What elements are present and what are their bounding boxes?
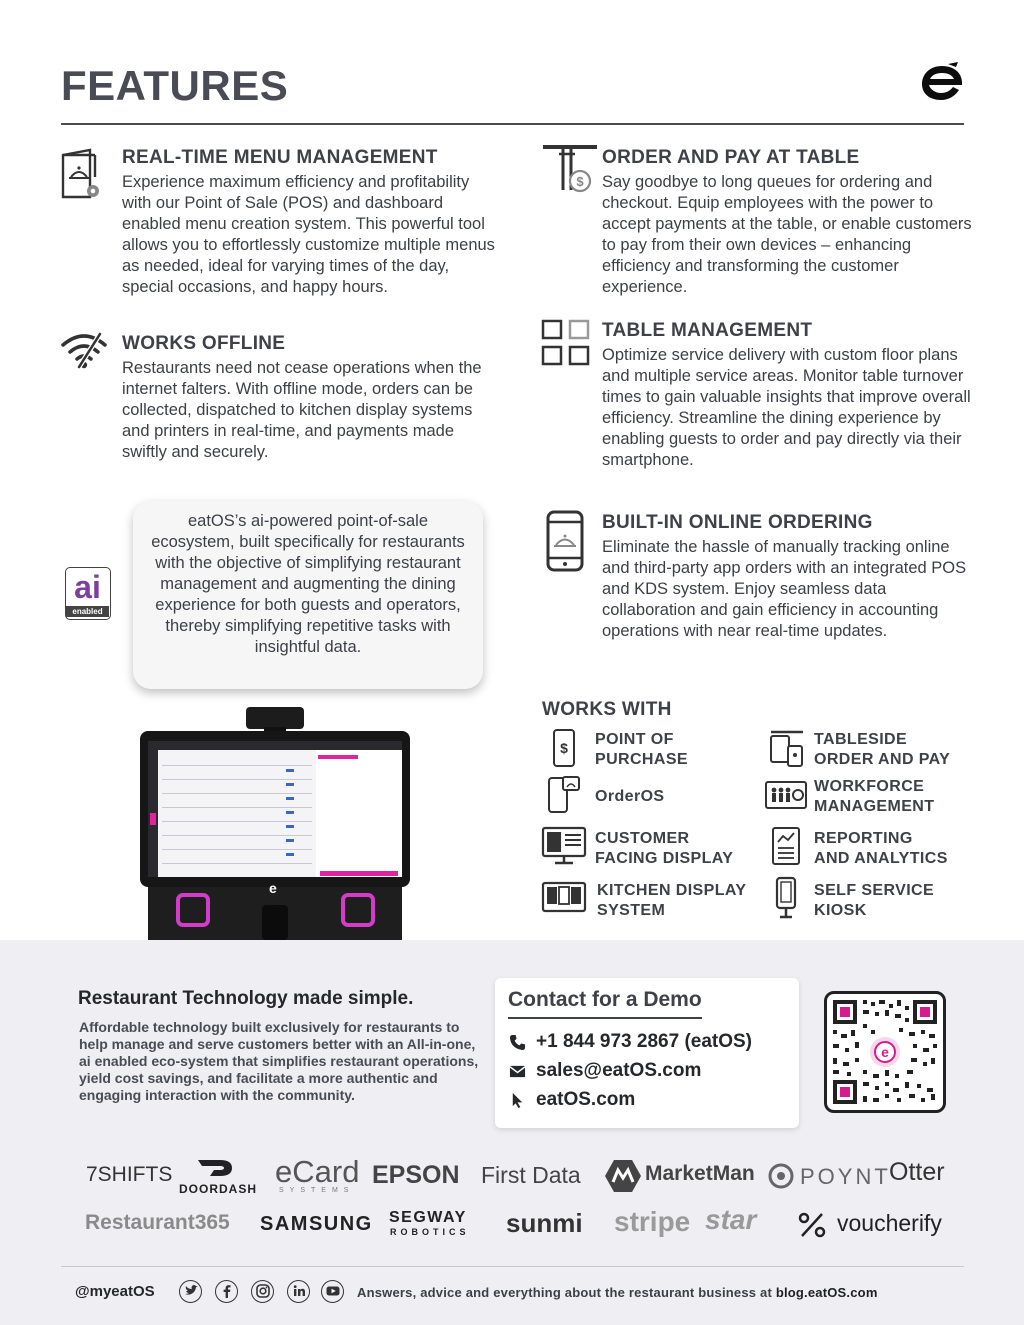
partner-voucherify-logo: voucherify [837, 1210, 942, 1236]
feature-title: BUILT-IN ONLINE ORDERING [602, 512, 873, 533]
feature-online-ordering [602, 512, 972, 642]
kitchen-display-icon [541, 881, 587, 913]
youtube-icon[interactable] [321, 1280, 344, 1303]
qr-center-logo: e [881, 1044, 889, 1060]
kiosk-icon [775, 876, 797, 920]
partner-segway-sublabel: ROBOTICS [390, 1227, 470, 1237]
email-address[interactable]: sales@eatOS.com [536, 1060, 702, 1081]
contact-card [495, 978, 799, 1128]
reporting-icon [771, 826, 801, 866]
feature-body: Restaurants need not cease operations when the internet falters. With offline mode, orders can be collected, dispatched to kitchen display systems and printers in real-time, and payments made swiftly and securely. [122, 359, 482, 461]
partner-marketman-logo: MarketMan [645, 1162, 755, 1185]
device-screen-logo: e [269, 880, 277, 896]
cursor-icon [509, 1092, 526, 1109]
orderos-icon [546, 774, 582, 816]
partner-firstdata-logo: First Data [481, 1162, 581, 1188]
feature-order-and-pay-at-table [602, 147, 972, 298]
smartphone-order-icon [546, 510, 586, 572]
qr-code[interactable] [824, 991, 946, 1113]
footer-divider [61, 1266, 964, 1267]
svg-text:$: $ [560, 740, 568, 756]
feature-works-offline [122, 333, 502, 463]
ai-description: eatOS’s ai-powered point-of-sale ecosystem, built specifically for restaurants with the objective of simplifying restaurant management and augmenting the dining experience for both guests and operators, thereby simplifying repetitive tasks with insightful data. [151, 512, 465, 656]
pos-terminal-illustration [138, 705, 413, 940]
feature-body: Experience maximum efficiency and profitability with our Point of Sale (POS) and dashboard enabled menu creation system. This powerful tool allows you to effortlessly customize multiple menus as needed, ideal for varying times of the day, special occasions, and happy hours. [122, 173, 495, 296]
pos-terminal-icon [552, 728, 576, 768]
feature-body: Say goodbye to long queues for ordering and checkout. Equip employees with the power to accept payments at the table, or enable customers to pay from their own devices – enhancing efficiency and transforming the customer experience. [602, 173, 972, 296]
phone-number[interactable]: +1 844 973 2867 (eatOS) [536, 1031, 753, 1052]
partner-samsung-logo: SAMSUNG [260, 1213, 373, 1235]
wifi-off-icon [60, 330, 108, 370]
works-with-item: OrderOS [595, 788, 665, 805]
table-grid-icon [541, 319, 591, 367]
partner-sunmi-logo: sunmi [506, 1208, 583, 1238]
partner-otter-logo: Otter [889, 1158, 945, 1186]
works-with-item: TABLESIDE ORDER AND PAY [814, 731, 951, 768]
contact-email[interactable] [509, 1060, 701, 1082]
twitter-icon[interactable] [179, 1280, 202, 1303]
partner-ecard-sublabel: SYSTEMS [279, 1187, 355, 1194]
workforce-icon [764, 779, 808, 811]
feature-title: TABLE MANAGEMENT [602, 320, 813, 341]
works-with-item: SELF SERVICE KIOSK [814, 882, 935, 919]
footer-text-prefix: Answers, advice and everything about the restaurant business at [357, 1285, 776, 1300]
website-link[interactable]: eatOS.com [536, 1089, 636, 1110]
works-with-item: WORKFORCE MANAGEMENT [814, 778, 935, 815]
works-with-item: REPORTING AND ANALYTICS [814, 830, 948, 867]
works-with-item: CUSTOMER FACING DISPLAY [595, 830, 734, 867]
works-with-title: WORKS WITH [542, 699, 672, 720]
feature-menu-management [122, 147, 502, 298]
contact-title: Contact for a Demo [508, 988, 702, 1019]
eatos-logo-icon [918, 58, 966, 106]
menu-management-icon [60, 147, 104, 201]
customer-display-icon [541, 826, 587, 866]
voucherify-percent-icon [798, 1212, 826, 1238]
feature-table-management [602, 320, 972, 471]
feature-title: ORDER AND PAY AT TABLE [602, 147, 860, 168]
partner-7shifts-logo: 7SHIFTS [86, 1163, 173, 1186]
contact-website[interactable] [509, 1089, 635, 1111]
contact-phone[interactable] [509, 1031, 752, 1053]
ai-description-box [133, 501, 483, 689]
partner-star-logo: star [705, 1204, 757, 1235]
ai-enabled-badge [65, 567, 111, 620]
facebook-icon[interactable] [215, 1280, 238, 1303]
blog-link[interactable]: blog.eatOS.com [775, 1285, 878, 1300]
works-with-item: KITCHEN DISPLAY SYSTEM [597, 882, 747, 919]
marketman-hex-icon [604, 1158, 642, 1194]
partner-poynt-logo: POYNT [800, 1164, 891, 1189]
partner-doordash-logo: DOORDASH [179, 1182, 258, 1196]
partner-epson-logo: EPSON [372, 1161, 460, 1189]
poynt-circle-icon [768, 1163, 794, 1189]
tagline-description: Affordable technology built exclusively for restaurants to help manage and serve customers better with an All-in-one, ai enabled eco-system that simplifies restaurant operations, yield cost savings, and facilitate a more authentic and engaging interaction with the community. [79, 1019, 479, 1103]
instagram-icon[interactable] [251, 1280, 274, 1303]
partner-stripe-logo: stripe [614, 1206, 691, 1237]
envelope-icon [509, 1063, 526, 1080]
svg-text:$: $ [576, 174, 584, 189]
page-title: FEATURES [61, 62, 289, 109]
feature-body: Optimize service delivery with custom floor plans and multiple service areas. Monitor table turnover times to gain valuable insights that improve overall efficiency. Streamline the dining experience by enabling guests to order and pay directly via their smartphone. [602, 346, 971, 469]
feature-body: Eliminate the hassle of manually tracking online and third-party app orders with an integrated POS and KDS system. Enjoy seamless data collaboration and gain efficiency in accounting operations with near real-time updates. [602, 538, 967, 640]
tableside-icon [768, 728, 806, 768]
footer-blog-text [357, 1285, 878, 1300]
social-handle[interactable]: @myeatOS [75, 1283, 155, 1300]
linkedin-icon[interactable] [287, 1280, 310, 1303]
header-divider [61, 123, 964, 125]
ai-badge-letters: ai [74, 569, 101, 605]
works-with-item: POINT OF PURCHASE [595, 731, 688, 768]
feature-title: WORKS OFFLINE [122, 333, 286, 354]
partner-ecard-logo: eCard [275, 1154, 360, 1189]
ai-badge-label: enabled [66, 606, 109, 617]
phone-icon [509, 1034, 526, 1051]
pay-at-table-icon [541, 144, 599, 194]
feature-title: REAL-TIME MENU MANAGEMENT [122, 147, 438, 168]
partner-restaurant365-logo: Restaurant365 [85, 1211, 230, 1234]
tagline: Restaurant Technology made simple. [78, 988, 414, 1009]
partner-segway-logo: SEGWAY [389, 1209, 467, 1226]
doordash-dash-icon [196, 1158, 234, 1178]
